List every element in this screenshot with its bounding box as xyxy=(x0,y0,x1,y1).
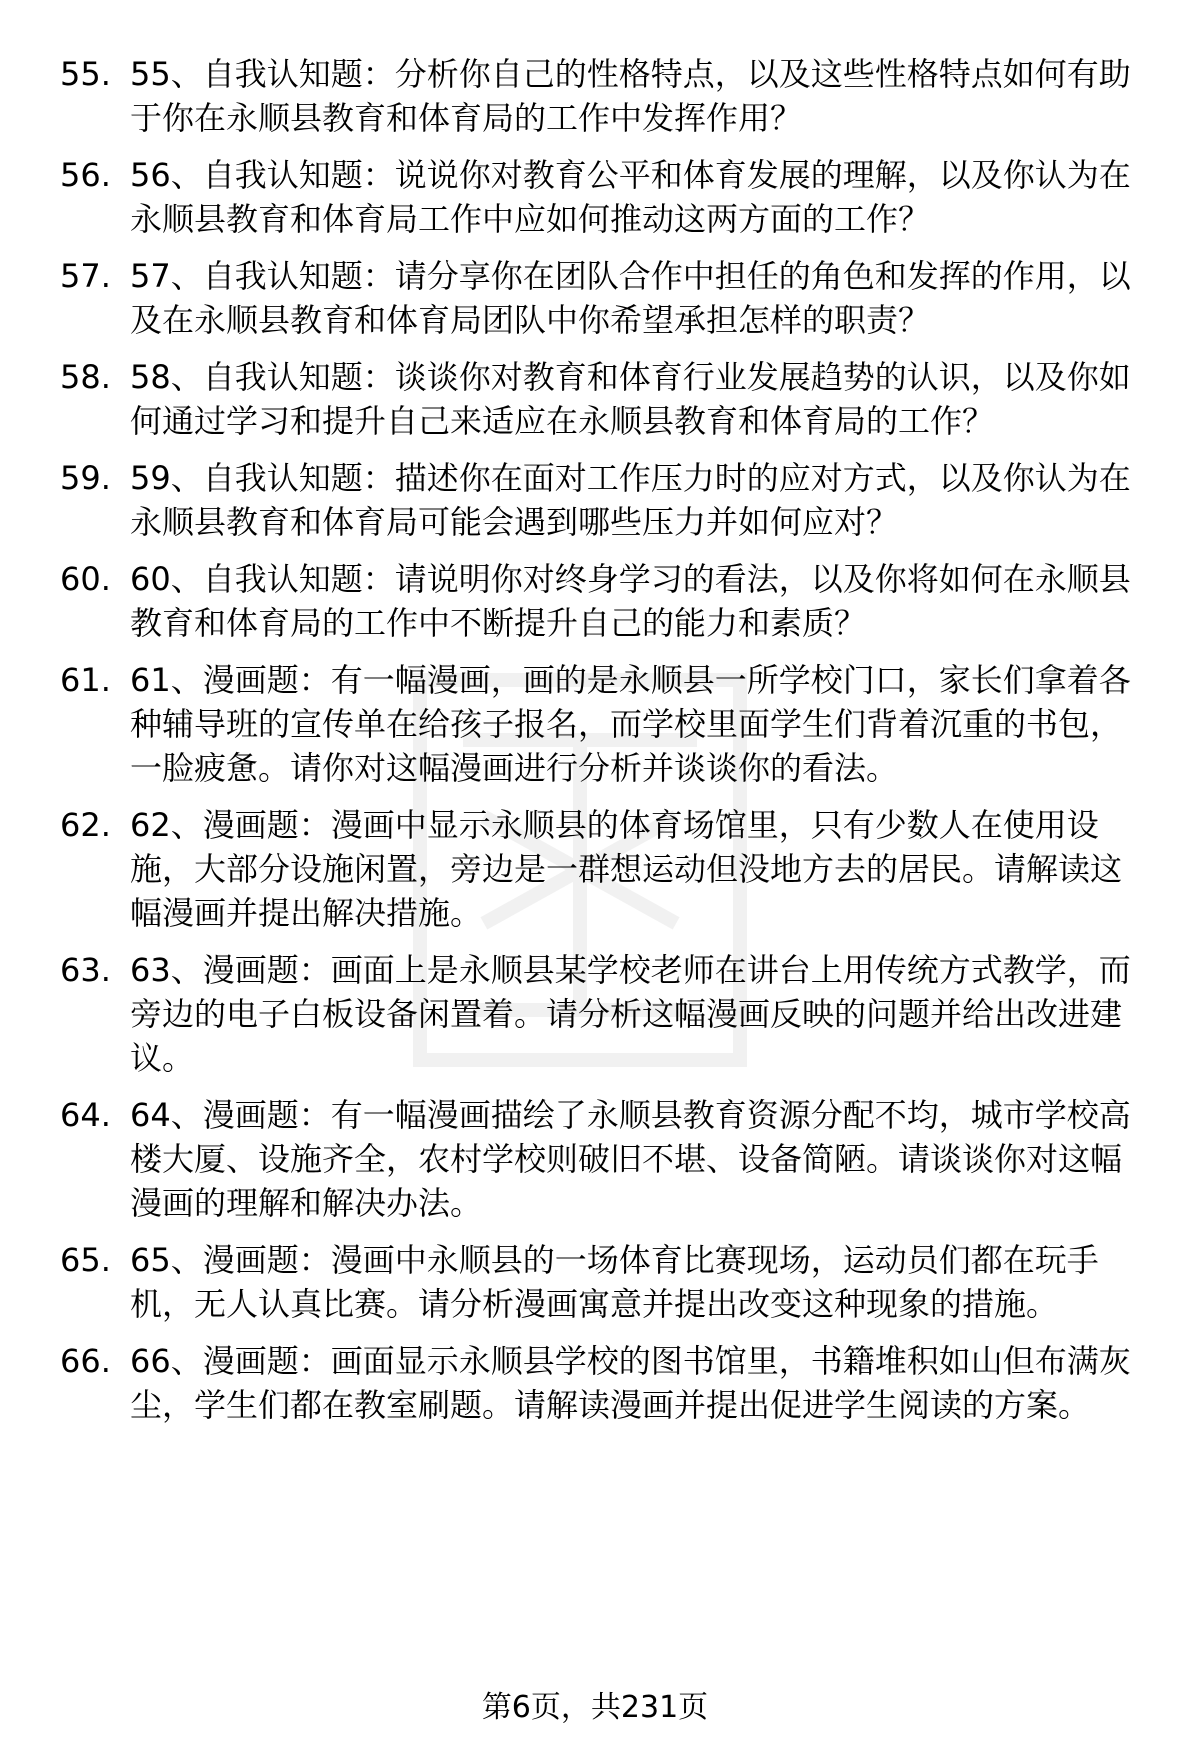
list-item xyxy=(60,557,1150,645)
list-item xyxy=(60,456,1150,544)
item-number: 56. xyxy=(60,156,111,194)
item-text: 63、漫画题：画面上是永顺县某学校老师在讲台上用传统方式教学，而旁边的电子白板设备闲置着。请分析这幅漫画反映的问题并给出改进建议。 xyxy=(130,951,1131,1077)
item-number: 62. xyxy=(60,806,111,844)
list-item xyxy=(60,153,1150,241)
item-text: 57、自我认知题：请分享你在团队合作中担任的角色和发挥的作用，以及在永顺县教育和体育局团队中你希望承担怎样的职责？ xyxy=(130,257,1131,339)
list-item xyxy=(60,948,1150,1080)
item-number: 64. xyxy=(60,1096,111,1134)
item-number: 59. xyxy=(60,459,111,497)
item-text: 55、自我认知题：分析你自己的性格特点，以及这些性格特点如何有助于你在永顺县教育和体育局的工作中发挥作用？ xyxy=(130,55,1131,137)
item-text: 61、漫画题：有一幅漫画，画的是永顺县一所学校门口，家长们拿着各种辅导班的宣传单在给孩子报名，而学校里面学生们背着沉重的书包，一脸疲惫。请你对这幅漫画进行分析并谈谈你的看法。 xyxy=(130,661,1131,787)
list-item xyxy=(60,1339,1150,1427)
question-list xyxy=(60,52,1150,1440)
item-text: 56、自我认知题：说说你对教育公平和体育发展的理解，以及你认为在永顺县教育和体育局工作中应如何推动这两方面的工作？ xyxy=(130,156,1131,238)
item-text: 64、漫画题：有一幅漫画描绘了永顺县教育资源分配不均，城市学校高楼大厦、设施齐全，农村学校则破旧不堪、设备简陋。请谈谈你对这幅漫画的理解和解决办法。 xyxy=(130,1096,1131,1222)
item-number: 60. xyxy=(60,560,111,598)
list-item xyxy=(60,658,1150,790)
item-number: 61. xyxy=(60,661,111,699)
list-item xyxy=(60,1238,1150,1326)
item-number: 57. xyxy=(60,257,111,295)
item-number: 55. xyxy=(60,55,111,93)
page-footer: 第6页，共231页 xyxy=(481,1690,709,1725)
item-number: 65. xyxy=(60,1241,111,1279)
list-item xyxy=(60,254,1150,342)
item-number: 58. xyxy=(60,358,111,396)
item-number: 63. xyxy=(60,951,111,989)
list-item xyxy=(60,52,1150,140)
item-text: 65、漫画题：漫画中永顺县的一场体育比赛现场，运动员们都在玩手机，无人认真比赛。请分析漫画寓意并提出改变这种现象的措施。 xyxy=(130,1241,1099,1323)
list-item xyxy=(60,1093,1150,1225)
item-text: 62、漫画题：漫画中显示永顺县的体育场馆里，只有少数人在使用设施，大部分设施闲置，旁边是一群想运动但没地方去的居民。请解读这幅漫画并提出解决措施。 xyxy=(130,806,1123,932)
list-item xyxy=(60,803,1150,935)
item-text: 59、自我认知题：描述你在面对工作压力时的应对方式，以及你认为在永顺县教育和体育局可能会遇到哪些压力并如何应对？ xyxy=(130,459,1131,541)
item-number: 66. xyxy=(60,1342,111,1380)
item-text: 58、自我认知题：谈谈你对教育和体育行业发展趋势的认识，以及你如何通过学习和提升自己来适应在永顺县教育和体育局的工作？ xyxy=(130,358,1131,440)
list-item xyxy=(60,355,1150,443)
item-text: 66、漫画题：画面显示永顺县学校的图书馆里，书籍堆积如山但布满灰尘，学生们都在教室刷题。请解读漫画并提出促进学生阅读的方案。 xyxy=(130,1342,1131,1424)
item-text: 60、自我认知题：请说明你对终身学习的看法，以及你将如何在永顺县教育和体育局的工作中不断提升自己的能力和素质？ xyxy=(130,560,1131,642)
